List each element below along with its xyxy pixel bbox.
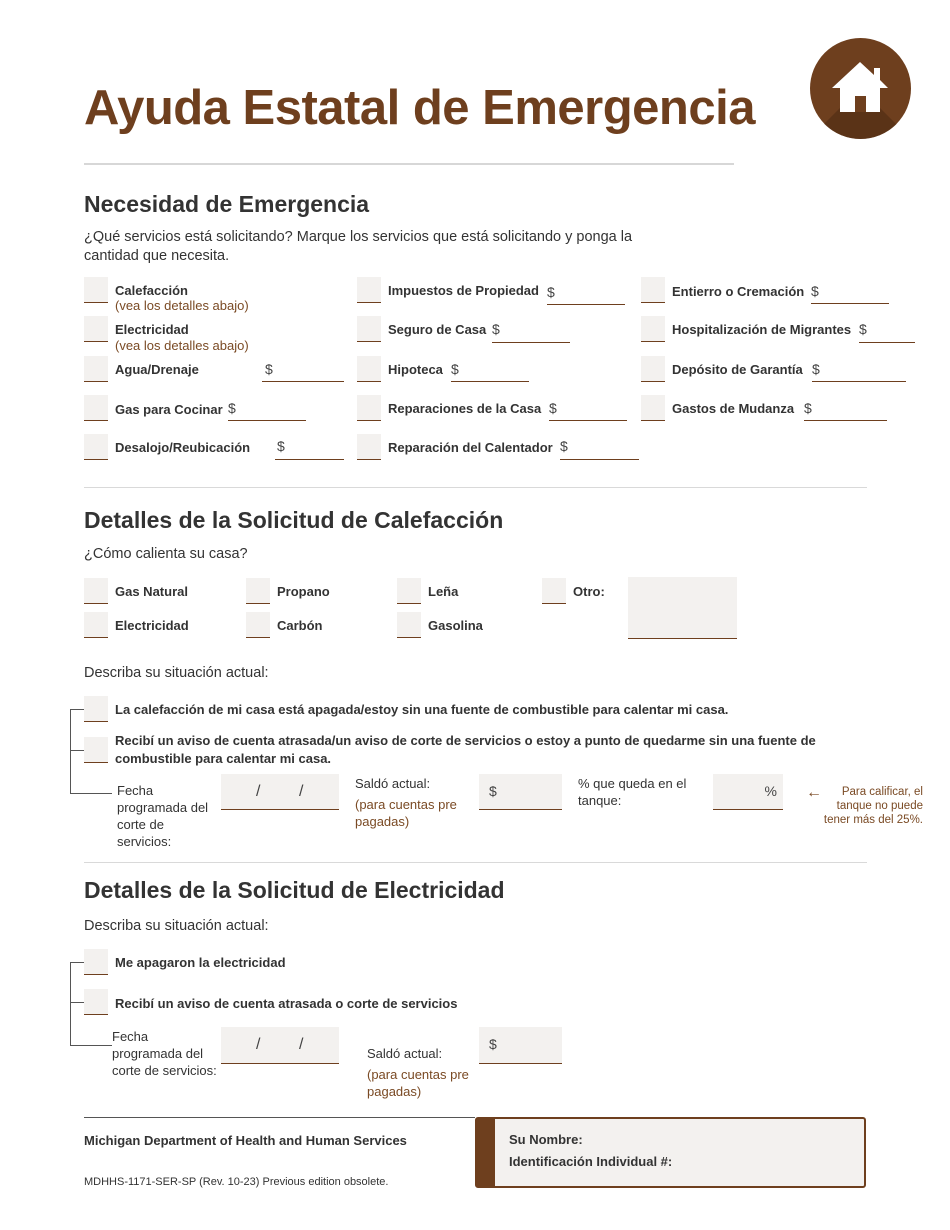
electric-checkbox[interactable] <box>84 316 108 342</box>
mortgage-checkbox[interactable] <box>357 356 381 382</box>
electric-off-label: Me apagaron la electricidad <box>115 955 286 970</box>
footer-department: Michigan Department of Health and Human Services <box>84 1133 407 1148</box>
name-label: Su Nombre: <box>509 1132 583 1147</box>
tank-percent-sign: % <box>764 783 777 799</box>
electric-shutoff-label: Fecha programada del corte de servicios: <box>112 1029 217 1078</box>
fuel-gasoline-checkbox[interactable] <box>397 612 421 638</box>
electric-balance-label: Saldó actual: <box>367 1046 443 1061</box>
date-separator: / <box>256 1036 261 1053</box>
furnace-repair-dollar: $ <box>560 438 568 454</box>
electric-balance-note: (para cuentas pre pagadas) <box>367 1067 469 1099</box>
fuel-propane-label: Propano <box>277 584 330 599</box>
water-dollar: $ <box>265 361 273 377</box>
footer-divider <box>84 1117 475 1118</box>
logo <box>810 38 911 139</box>
home-insurance-checkbox[interactable] <box>357 316 381 342</box>
water-checkbox[interactable] <box>84 356 108 382</box>
tank-percent-field[interactable] <box>713 774 783 810</box>
cooking-gas-dollar: $ <box>228 400 236 416</box>
fuel-natural-gas-checkbox[interactable] <box>84 578 108 604</box>
deposit-label: Depósito de Garantía <box>672 362 803 377</box>
heating-balance-note: (para cuentas pre pagadas) <box>355 797 457 829</box>
heating-question: ¿Cómo calienta su casa? <box>84 546 248 562</box>
electric-off-checkbox[interactable] <box>84 949 108 975</box>
property-tax-checkbox[interactable] <box>357 277 381 303</box>
emergency-need-intro: ¿Qué servicios está solicitando? Marque los servicios que está solicitando y ponga la cantidad que necesita. <box>84 229 633 264</box>
heating-balance-dollar: $ <box>489 783 497 799</box>
heating-shutoff-date-field[interactable] <box>221 774 339 810</box>
cooking-gas-amount-field[interactable] <box>228 420 306 421</box>
home-repairs-label: Reparaciones de la Casa <box>388 401 542 416</box>
moving-amount-field[interactable] <box>804 420 887 421</box>
migrant-label: Hospitalización de Migrantes <box>672 322 852 337</box>
section-divider <box>84 862 867 863</box>
fuel-other-label: Otro: <box>573 584 605 599</box>
date-separator: / <box>256 783 261 800</box>
migrant-dollar: $ <box>859 321 867 337</box>
migrant-checkbox[interactable] <box>641 316 665 342</box>
burial-checkbox[interactable] <box>641 277 665 303</box>
heating-notice-label: Recibí un aviso de cuenta atrasada/un aviso de corte de servicios o estoy a punto de quedarme sin una fuente de combustible para calentar mi casa. <box>115 733 816 766</box>
home-insurance-amount-field[interactable] <box>492 342 570 343</box>
property-tax-amount-field[interactable] <box>547 304 625 305</box>
fuel-gasoline-label: Gasolina <box>428 618 483 633</box>
fuel-electric-label: Electricidad <box>115 618 189 633</box>
house-icon <box>810 38 911 139</box>
property-tax-dollar: $ <box>547 284 555 300</box>
mortgage-dollar: $ <box>451 361 459 377</box>
mortgage-amount-field[interactable] <box>451 381 529 382</box>
deposit-checkbox[interactable] <box>641 356 665 382</box>
fuel-coal-checkbox[interactable] <box>246 612 270 638</box>
electric-balance-field[interactable] <box>479 1027 562 1064</box>
name-id-box <box>475 1117 866 1188</box>
property-tax-label: Impuestos de Propiedad <box>388 283 539 298</box>
date-separator: / <box>299 783 304 800</box>
arrow-left-icon: ← <box>806 784 822 801</box>
moving-checkbox[interactable] <box>641 395 665 421</box>
electric-balance-dollar: $ <box>489 1036 497 1052</box>
tank-qualify-note: Para calificar, el tanque no puede tener más del 25%. <box>823 786 923 826</box>
migrant-amount-field[interactable] <box>859 342 915 343</box>
cooking-gas-label: Gas para Cocinar <box>115 402 223 417</box>
footer-form-id: MDHHS-1171-SER-SP (Rev. 10-23) Previous edition obsolete. <box>84 1176 389 1188</box>
moving-label: Gastos de Mudanza <box>672 401 795 416</box>
fuel-electric-checkbox[interactable] <box>84 612 108 638</box>
electric-bracket <box>70 962 71 1045</box>
fuel-wood-label: Leña <box>428 584 459 599</box>
mortgage-label: Hipoteca <box>388 362 443 377</box>
electric-notice-label: Recibí un aviso de cuenta atrasada o corte de servicios <box>115 996 458 1011</box>
emergency-need-heading: Necesidad de Emergencia <box>84 191 370 217</box>
fuel-wood-checkbox[interactable] <box>397 578 421 604</box>
heating-notice-checkbox[interactable] <box>84 737 108 763</box>
individual-id-label: Identificación Individual #: <box>509 1154 673 1169</box>
water-label: Agua/Drenaje <box>115 362 199 377</box>
water-amount-field[interactable] <box>262 381 344 382</box>
moving-dollar: $ <box>804 400 812 416</box>
eviction-label: Desalojo/Reubicación <box>115 440 251 455</box>
heating-note: (vea los detalles abajo) <box>115 298 249 313</box>
furnace-repair-amount-field[interactable] <box>560 459 639 460</box>
home-repairs-dollar: $ <box>549 400 557 416</box>
heating-balance-field[interactable] <box>479 774 562 810</box>
home-repairs-checkbox[interactable] <box>357 395 381 421</box>
heating-label: Calefacción <box>115 283 188 298</box>
cooking-gas-checkbox[interactable] <box>84 395 108 421</box>
fuel-natural-gas-label: Gas Natural <box>115 584 188 599</box>
burial-dollar: $ <box>811 283 819 299</box>
page-title: Ayuda Estatal de Emergencia <box>84 81 755 135</box>
electric-situation-label: Describa su situación actual: <box>84 918 269 934</box>
fuel-propane-checkbox[interactable] <box>246 578 270 604</box>
home-insurance-label: Seguro de Casa <box>388 322 487 337</box>
electric-note: (vea los detalles abajo) <box>115 338 249 353</box>
deposit-amount-field[interactable] <box>812 381 906 382</box>
date-separator: / <box>299 1036 304 1053</box>
heating-bracket <box>70 709 71 793</box>
heating-balance-label: Saldó actual: <box>355 776 431 791</box>
home-insurance-dollar: $ <box>492 321 500 337</box>
heating-off-label: La calefacción de mi casa está apagada/estoy sin una fuente de combustible para calentar mi casa. <box>115 702 729 717</box>
heating-shutoff-label: Fecha programada del corte de servicios: <box>117 783 209 849</box>
electric-notice-checkbox[interactable] <box>84 989 108 1015</box>
home-repairs-amount-field[interactable] <box>549 420 627 421</box>
electric-label: Electricidad <box>115 322 189 337</box>
eviction-amount-field[interactable] <box>275 459 344 460</box>
fuel-other-input[interactable] <box>628 577 737 639</box>
electric-shutoff-date-field[interactable] <box>221 1027 339 1064</box>
tank-label: % que queda en el tanque: <box>578 776 687 808</box>
fuel-coal-label: Carbón <box>277 618 323 633</box>
furnace-repair-checkbox[interactable] <box>357 434 381 460</box>
heating-off-checkbox[interactable] <box>84 696 108 722</box>
eviction-checkbox[interactable] <box>84 434 108 460</box>
section-divider <box>84 487 867 488</box>
burial-amount-field[interactable] <box>811 303 889 304</box>
furnace-repair-label: Reparación del Calentador <box>388 440 553 455</box>
burial-label: Entierro o Cremación <box>672 284 805 299</box>
heating-details-heading: Detalles de la Solicitud de Calefacción <box>84 507 504 533</box>
fuel-other-checkbox[interactable] <box>542 578 566 604</box>
heating-checkbox[interactable] <box>84 277 108 303</box>
electric-details-heading: Detalles de la Solicitud de Electricidad <box>84 877 505 903</box>
eviction-dollar: $ <box>277 438 285 454</box>
header-divider <box>84 163 734 165</box>
heating-situation-label: Describa su situación actual: <box>84 665 269 681</box>
deposit-dollar: $ <box>812 361 820 377</box>
